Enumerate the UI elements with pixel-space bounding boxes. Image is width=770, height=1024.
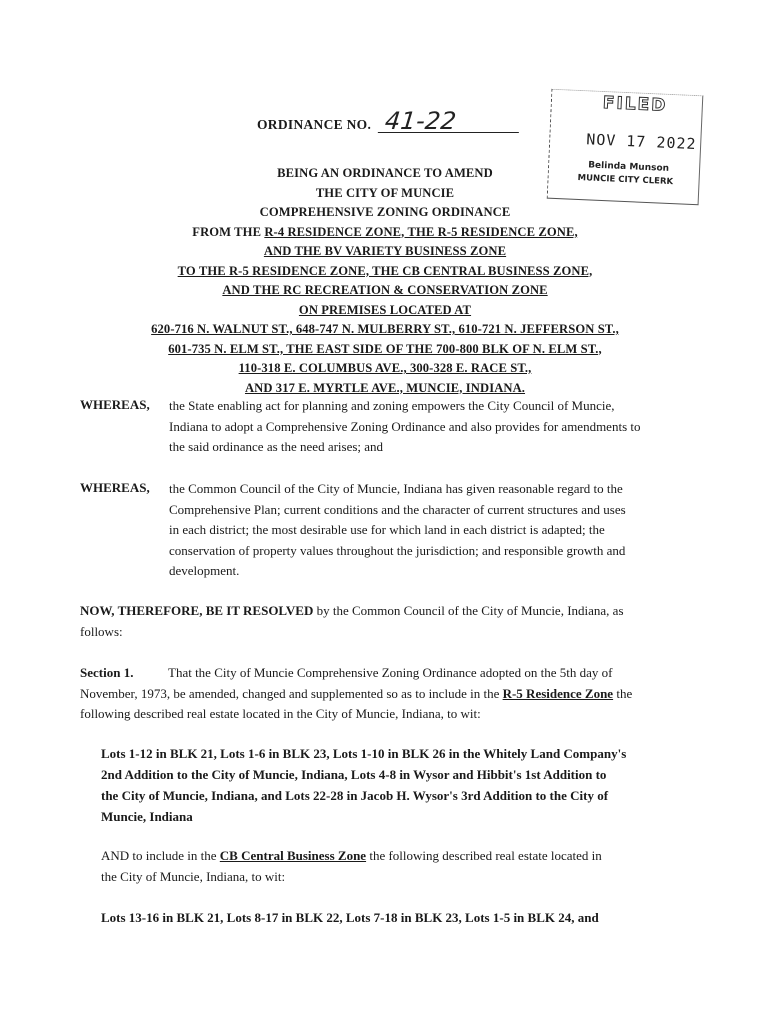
whereas-label: WHEREAS,	[80, 397, 150, 412]
clause-line: the State enabling act for planning and zoning empowers the City Council of Muncie,	[169, 398, 615, 413]
section-text: November, 1973, be amended, changed and supplemented so as to include in the	[80, 685, 503, 701]
legal-description-cb	[101, 907, 599, 928]
clause-line: follows:	[80, 623, 123, 639]
title-line: 110-318 E. COLUMBUS AVE., 300-328 E. RACE ST.,	[238, 361, 532, 375]
title-line: ON PREMISES LOCATED AT	[298, 302, 472, 317]
clause-line: the Common Council of the City of Muncie, Indiana has given reasonable regard to the	[169, 481, 623, 496]
clause-line: Comprehensive Plan; current conditions and the character of current structures and uses	[169, 501, 626, 517]
stamp-filed-text: FILED	[602, 93, 668, 116]
title-line	[80, 223, 690, 243]
resolved-clause	[80, 601, 676, 642]
section-text: the	[613, 685, 633, 701]
title-line: COMPREHENSIVE ZONING ORDINANCE	[259, 205, 511, 219]
ordinance-number-line	[257, 107, 520, 135]
title-line: 601-735 N. ELM ST., THE EAST SIDE OF THE 700-800 BLK OF N. ELM ST.,	[168, 341, 602, 356]
clause-line	[101, 846, 661, 867]
clause-line: the City of Muncie, Indiana, and Lots 22-28 in Jacob H. Wysor's 3rd Addition to the City of	[101, 788, 609, 803]
title-line: 620-716 N. WALNUT ST., 648-747 N. MULBERRY ST., 610-721 N. JEFFERSON ST.,	[151, 322, 619, 336]
clause-line: development.	[169, 563, 240, 579]
title-line: THE CITY OF MUNCIE	[315, 185, 455, 200]
legal-description-r5	[101, 743, 626, 827]
ordinance-number-handwritten: 41-22	[378, 110, 521, 133]
clause-line: Lots 13-16 in BLK 21, Lots 8-17 in BLK 22, Lots 7-18 in BLK 23, Lots 1-5 in BLK 24, and	[101, 910, 599, 925]
ordinance-title	[80, 164, 690, 398]
ordinance-label: ORDINANCE NO.	[257, 117, 372, 132]
clause-line	[80, 601, 676, 622]
clause-line: following described real estate located in the City of Muncie, Indiana, to wit:	[80, 706, 481, 722]
resolved-heading: NOW, THEREFORE, BE IT RESOLVED	[80, 603, 314, 618]
clause-line: conservation of property values throughout the jurisdiction; and responsible growth and	[169, 542, 626, 558]
clause-line	[80, 684, 676, 705]
section-label: Section 1.	[80, 665, 134, 680]
zone-name-r5: R-5 Residence Zone	[502, 685, 614, 701]
whereas-clause-2	[169, 479, 675, 582]
section-1	[80, 663, 676, 725]
section-text: That the City of Muncie Comprehensive Zoning Ordinance adopted on the 5th day of	[168, 665, 613, 680]
whereas-clause-1	[169, 396, 675, 458]
clause-line: Indiana to adopt a Comprehensive Zoning Ordinance and also provides for amendments to	[169, 418, 641, 434]
clause-line	[80, 663, 676, 684]
title-line-underlined: R-4 RESIDENCE ZONE, THE R-5 RESIDENCE ZONE,	[264, 224, 578, 239]
resolved-text: by the Common Council of the City of Muncie, Indiana, as	[313, 603, 624, 618]
and-cb-clause	[101, 846, 661, 887]
clause-line: the said ordinance as the need arises; and	[169, 439, 384, 455]
title-line: AND THE BV VARIETY BUSINESS ZONE	[263, 244, 507, 258]
clause-line: in each district; the most desirable use for which land in each district is adapted; the	[169, 522, 605, 538]
title-line: BEING AN ORDINANCE TO AMEND	[277, 166, 493, 180]
stamp-clerk-name: Belinda Munson	[587, 160, 670, 174]
clause-text: AND to include in the	[101, 848, 220, 863]
clause-line: the City of Muncie, Indiana, to wit:	[101, 868, 286, 884]
title-line: AND 317 E. MYRTLE AVE., MUNCIE, INDIANA.	[244, 380, 526, 395]
whereas-label: WHEREAS,	[80, 480, 150, 495]
clause-text: the following described real estate located in	[366, 848, 602, 863]
clause-line: Lots 1-12 in BLK 21, Lots 1-6 in BLK 23, Lots 1-10 in BLK 26 in the Whitely Land Company's	[101, 746, 627, 761]
zone-name-cb: CB Central Business Zone	[219, 848, 367, 863]
clause-line: 2nd Addition to the City of Muncie, Indiana, Lots 4-8 in Wysor and Hibbit's 1st Addition to	[101, 767, 607, 782]
title-line-prefix: FROM THE	[192, 224, 265, 239]
stamp-date: NOV 17 2022	[585, 130, 697, 154]
title-line: TO THE R-5 RESIDENCE ZONE, THE CB CENTRAL BUSINESS ZONE,	[177, 263, 593, 278]
stamp-clerk-office: MUNCIE CITY CLERK	[577, 172, 674, 188]
clause-line: Muncie, Indiana	[101, 809, 193, 824]
title-line: AND THE RC RECREATION & CONSERVATION ZONE	[222, 283, 548, 297]
